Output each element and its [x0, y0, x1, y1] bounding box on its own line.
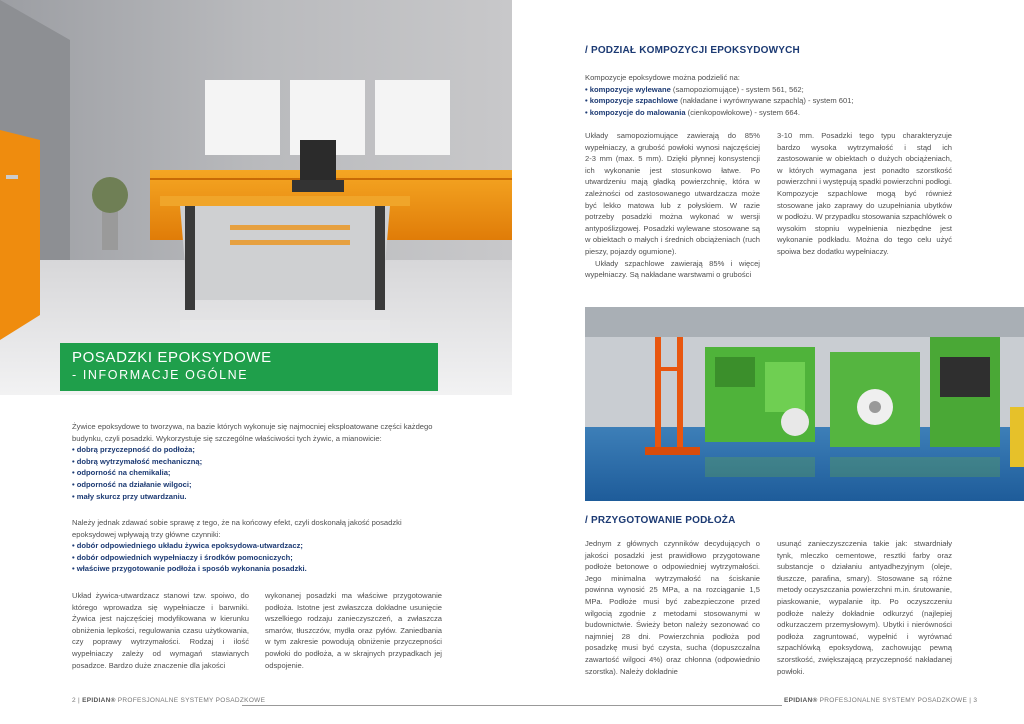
right-column-3: Jednym z głównych czynników decydujących o jakości posadzki jest prawidłowo przygotowane podłoże betonowe o odpowiedniej wytrzymałości. Jego minimalna wytrzymałość na ściskanie powinna wynosić 25 MPa, a na rozciąganie 1,5 MPa. Podłoże musi być zabezpieczone przed wilgocią zgodnie z metodami stosowanymi w budownictwie. Świeży beton należy sezonować co najmniej 28 dni. Powierzchnia podłoża pod posadzkę musi być czysta, sucha (dopuszczalna zawartość wilgoci 4%) oraz chłonna (odpowiednio szorstka). Należy dokładnie [585, 539, 760, 676]
left-column-2: wykonanej posadzki ma właściwe przygotowanie podłoża. Istotne jest zwłaszcza dokładne usunięcie wszelkiego rodzaju zanieczyszczeń, a zwłaszcza smarów, tłuszczów, mydła oraz pyłów. Zaniedbania w tym zakresie powodują obniżenie przyczepności powłoki do podłoża, a w skrajnych przypadkach jej odspojenie. [265, 591, 442, 670]
composition-item-desc: (cienkopowłokowe) - system 664. [685, 107, 800, 117]
left-footer [72, 697, 265, 704]
section-heading-substrate: / PRZYGOTOWANIE PODŁOŻA [585, 515, 736, 526]
right-column-2: 3-10 mm. Posadzki tego typu charakteryzuje bardzo wysoka wytrzymałość i stąd ich zastosowanie w obiektach o dużych obciążeniach, w których wymagana jest ponadto szorstkość powierzchni i występują spadki powierzchni podłogi. Kompozycje szpachlowe mogą być również stosowane jako zaprawy do uzupełniania ubytków w podłożu. W przypadku stosowania szpachlówek o wysokim stopniu wypełnienia niezbędne jest wykonanie podkładu. Można do tego celu użyć spoiwa bez dodatku wypełniaczy. [777, 131, 952, 256]
footer-brand: EPIDIAN® [784, 697, 818, 704]
footer-brand: EPIDIAN® [82, 697, 116, 704]
property-item: • odporność na działanie wilgoci; [72, 479, 192, 489]
footer-rule [242, 705, 512, 706]
page-number: 2 | [72, 697, 81, 704]
intro-paragraph: Żywice epoksydowe to tworzywa, na bazie których wykonuje się najmocniej eksploatowane części każdego budynku, czyli posadzki. Wykorzystuje się szczególne właściwości tych żywic, a mianowicie: [72, 422, 433, 443]
page-subtitle: - INFORMACJE OGÓLNE [72, 368, 249, 382]
footer-rule [512, 705, 782, 706]
composition-list [585, 72, 965, 118]
factory-photo [585, 307, 1024, 501]
property-item: • mały skurcz przy utwardzaniu. [72, 491, 187, 501]
composition-item-label: • kompozycje do malowania [585, 107, 686, 117]
factor-item: • dobór odpowiednich wypełniaczy i środków pomocniczych; [72, 552, 293, 562]
composition-item [585, 84, 965, 96]
page-number: | 3 [969, 697, 978, 704]
composition-item [585, 107, 965, 119]
composition-item-label: • kompozycje wylewane [585, 84, 671, 94]
intro-block [72, 421, 442, 502]
property-item: • dobrą przyczepność do podłoża; [72, 445, 195, 455]
section-heading-composition: / PODZIAŁ KOMPOZYCJI EPOKSYDOWYCH [585, 45, 800, 56]
factors-intro: Należy jednak zdawać sobie sprawę z tego, że na końcowy efekt, czyli doskonałą jakość posadzki epoksydowej wpływają trzy główne czynniki: [72, 518, 402, 539]
property-item: • dobrą wytrzymałość mechaniczną; [72, 456, 203, 466]
factors-block [72, 517, 442, 575]
office-photo [0, 0, 512, 395]
section-title-box [60, 343, 438, 391]
paragraph: Układy samopoziomujące zawierają do 85% wypełniaczy, a grubość powłoki wynosi najczęściej 2-3 mm (max. 5 mm). Dzięki płynnej konsystencji ich wykonanie jest stosunkowo łatwe. Po utwardzeniu mają gładką powierzchnię, która w zależności od zastosowanego utwardzacza może być lekko matowa lub z połyskiem. W razie potrzeby posadzki można wykonać w wersji antypoślizgowej. Posadzki wylewane stosowane są w obiektach o małych i średnich obciążeniach (ruch pieszy, pojazdy ogumione). [585, 131, 760, 256]
factor-item: • dobór odpowiedniego układu żywica epoksydowa-utwardzacz; [72, 541, 303, 551]
composition-item [585, 95, 965, 107]
left-column-1: Układ żywica-utwardzacz stanowi tzw. spoiwo, do którego wprowadza się wypełniacze i barwniki. Żywica jest najczęściej modyfikowana w kierunku obniżenia lepkości, regulowania czasu użytkowania, czy poprawy wytrzymałości. Rodzaj i ilość wypełniaczy zależy od wymagań stawianych posadzce. Bardzo duże znaczenie dla jakości [72, 591, 249, 670]
composition-item-label: • kompozycje szpachlowe [585, 96, 678, 106]
composition-intro: Kompozycje epoksydowe można podzielić na: [585, 73, 740, 82]
right-footer [784, 697, 977, 704]
paragraph: Układy szpachlowe zawierają 85% i więcej wypełniaczy. Są nakładane warstwami o grubości [585, 258, 760, 280]
footer-text: PROFESJONALNE SYSTEMY POSADZKOWE [819, 697, 968, 704]
factor-item: • właściwe przygotowanie podłoża i sposób wykonania posadzki. [72, 564, 307, 574]
composition-item-desc: (nakładane i wyrównywane szpachlą) - system 601; [677, 96, 854, 106]
page-title: POSADZKI EPOKSYDOWE [72, 349, 272, 366]
right-column-4: usunąć zanieczyszczenia takie jak: stwardniały tynk, mleczko cementowe, resztki farby oraz substancje o działaniu antyadhezyjnym (oleje, tłuszcze, parafina, smary). Stosowane są różne metody oczyszczania powierzchni m.in. śrutowanie, piaskowanie, wypalanie itp. Po oczyszczeniu podłoże należy dokładnie odkurzyć (najlepiej odkurzaczem przemysłowym). Ubytki i nierówności podłoża zagruntować, wypełnić i wyrównać szpachlówką epoksydową, zachowując pewną szorstkość, zwiększającą przyczepność nakładanej powłoki. [777, 539, 952, 676]
composition-item-desc: (samopoziomujące) - system 561, 562; [670, 84, 804, 94]
footer-text: PROFESJONALNE SYSTEMY POSADZKOWE [117, 697, 266, 704]
right-column-1 [585, 130, 760, 281]
property-item: • odporność na chemikalia; [72, 468, 171, 478]
